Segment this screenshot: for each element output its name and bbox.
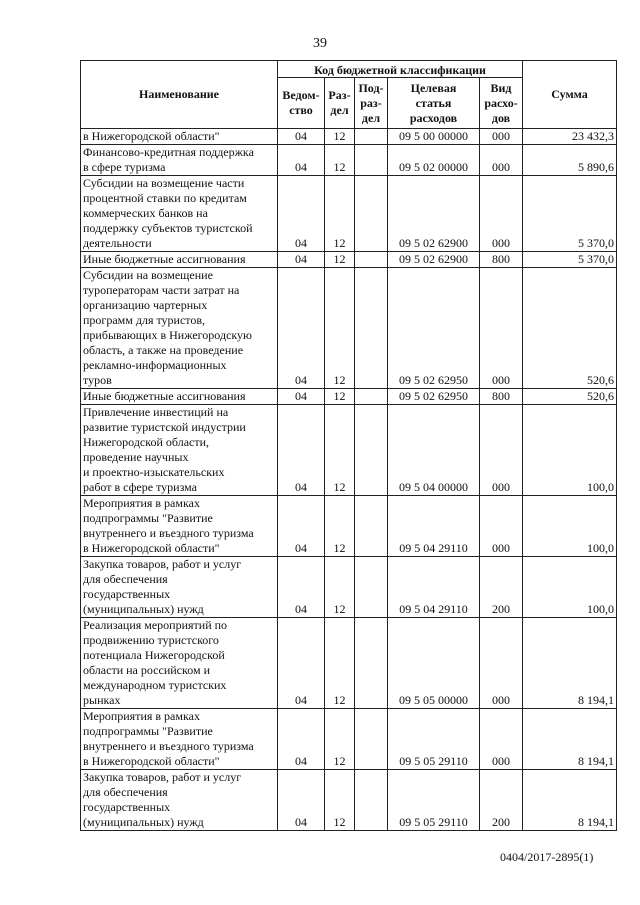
- row-target: 09 5 05 29110: [388, 709, 480, 770]
- row-name: Иные бюджетные ассигнования: [81, 252, 278, 268]
- row-target: 09 5 05 29110: [388, 770, 480, 831]
- row-name: Финансово-кредитная поддержка в сфере туризма: [81, 145, 278, 176]
- row-target: 09 5 00 00000: [388, 129, 480, 145]
- row-section: 12: [325, 252, 355, 268]
- row-subsection: [355, 389, 388, 405]
- row-name: Привлечение инвестиций на развитие туристской индустрии Нижегородской области, проведение научных и проектно-изыскательских работ в сфере туризма: [81, 405, 278, 496]
- row-type: 800: [480, 389, 523, 405]
- row-dept: 04: [278, 129, 325, 145]
- row-name: Субсидии на возмещение туроператорам части затрат на организацию чартерных программ для туристов, прибывающих в Нижегородскую область, а также на проведение рекламно-информационных туров: [81, 268, 278, 389]
- row-name: Иные бюджетные ассигнования: [81, 389, 278, 405]
- row-target: 09 5 02 62950: [388, 389, 480, 405]
- row-type: 000: [480, 496, 523, 557]
- row-type: 800: [480, 252, 523, 268]
- document-code: 0404/2017-2895(1): [500, 850, 594, 864]
- row-type: 000: [480, 405, 523, 496]
- table-row: [81, 268, 617, 389]
- row-type: 200: [480, 557, 523, 618]
- row-name: Закупка товаров, работ и услуг для обеспечения государственных (муниципальных) нужд: [81, 770, 278, 831]
- row-sum: 23 432,3: [523, 129, 617, 145]
- row-section: 12: [325, 145, 355, 176]
- table-row: [81, 389, 617, 405]
- page-number: 39: [313, 36, 327, 51]
- row-subsection: [355, 145, 388, 176]
- row-section: 12: [325, 770, 355, 831]
- row-target: 09 5 04 29110: [388, 557, 480, 618]
- row-name: в Нижегородской области": [81, 129, 278, 145]
- header-name: Наименование: [81, 61, 278, 129]
- row-type: 000: [480, 709, 523, 770]
- row-sum: 8 194,1: [523, 709, 617, 770]
- table-row: [81, 770, 617, 831]
- row-name: Мероприятия в рамках подпрограммы "Развитие внутреннего и въездного туризма в Нижегородской области": [81, 709, 278, 770]
- row-subsection: [355, 176, 388, 252]
- header-sum: Сумма: [523, 61, 617, 129]
- table-row: [81, 129, 617, 145]
- row-dept: 04: [278, 389, 325, 405]
- row-subsection: [355, 405, 388, 496]
- row-section: 12: [325, 709, 355, 770]
- row-dept: 04: [278, 145, 325, 176]
- row-sum: 100,0: [523, 405, 617, 496]
- row-target: 09 5 02 62950: [388, 268, 480, 389]
- table-row: [81, 709, 617, 770]
- header-target: Целевая статья расходов: [388, 78, 480, 129]
- row-section: 12: [325, 176, 355, 252]
- header-section: Раз- дел: [325, 78, 355, 129]
- row-target: 09 5 04 29110: [388, 496, 480, 557]
- table-row: [81, 496, 617, 557]
- row-type: 200: [480, 770, 523, 831]
- table-row: [81, 252, 617, 268]
- row-subsection: [355, 709, 388, 770]
- row-section: 12: [325, 405, 355, 496]
- header-classification-group: Код бюджетной классификации: [278, 61, 523, 78]
- row-type: 000: [480, 268, 523, 389]
- budget-table: [80, 60, 617, 831]
- row-dept: 04: [278, 618, 325, 709]
- row-subsection: [355, 557, 388, 618]
- row-target: 09 5 05 00000: [388, 618, 480, 709]
- row-dept: 04: [278, 709, 325, 770]
- row-sum: 8 194,1: [523, 770, 617, 831]
- row-type: 000: [480, 145, 523, 176]
- row-section: 12: [325, 129, 355, 145]
- row-dept: 04: [278, 176, 325, 252]
- row-type: 000: [480, 618, 523, 709]
- row-sum: 520,6: [523, 389, 617, 405]
- table-row: [81, 557, 617, 618]
- row-subsection: [355, 129, 388, 145]
- row-dept: 04: [278, 496, 325, 557]
- row-dept: 04: [278, 252, 325, 268]
- row-subsection: [355, 252, 388, 268]
- row-sum: 5 370,0: [523, 252, 617, 268]
- row-section: 12: [325, 496, 355, 557]
- row-sum: 520,6: [523, 268, 617, 389]
- row-dept: 04: [278, 557, 325, 618]
- row-sum: 100,0: [523, 496, 617, 557]
- row-subsection: [355, 770, 388, 831]
- row-type: 000: [480, 176, 523, 252]
- row-subsection: [355, 268, 388, 389]
- row-section: 12: [325, 557, 355, 618]
- row-target: 09 5 02 00000: [388, 145, 480, 176]
- row-subsection: [355, 618, 388, 709]
- row-target: 09 5 04 00000: [388, 405, 480, 496]
- header-type: Вид расхо- дов: [480, 78, 523, 129]
- table-row: [81, 176, 617, 252]
- row-name: Мероприятия в рамках подпрограммы "Развитие внутреннего и въездного туризма в Нижегородской области": [81, 496, 278, 557]
- row-target: 09 5 02 62900: [388, 176, 480, 252]
- row-target: 09 5 02 62900: [388, 252, 480, 268]
- row-sum: 5 890,6: [523, 145, 617, 176]
- row-name: Реализация мероприятий по продвижению туристского потенциала Нижегородской области на российском и международном туристских рынках: [81, 618, 278, 709]
- row-type: 000: [480, 129, 523, 145]
- row-dept: 04: [278, 770, 325, 831]
- row-sum: 5 370,0: [523, 176, 617, 252]
- row-sum: 100,0: [523, 557, 617, 618]
- row-name: Закупка товаров, работ и услуг для обеспечения государственных (муниципальных) нужд: [81, 557, 278, 618]
- table-row: [81, 145, 617, 176]
- row-section: 12: [325, 389, 355, 405]
- table-row: [81, 618, 617, 709]
- row-sum: 8 194,1: [523, 618, 617, 709]
- row-section: 12: [325, 618, 355, 709]
- row-dept: 04: [278, 405, 325, 496]
- row-section: 12: [325, 268, 355, 389]
- row-subsection: [355, 496, 388, 557]
- row-dept: 04: [278, 268, 325, 389]
- header-dept: Ведом- ство: [278, 78, 325, 129]
- row-name: Субсидии на возмещение части процентной ставки по кредитам коммерческих банков на поддержку субъектов туристской деятельности: [81, 176, 278, 252]
- table-row: [81, 405, 617, 496]
- header-subsection: Под- раз- дел: [355, 78, 388, 129]
